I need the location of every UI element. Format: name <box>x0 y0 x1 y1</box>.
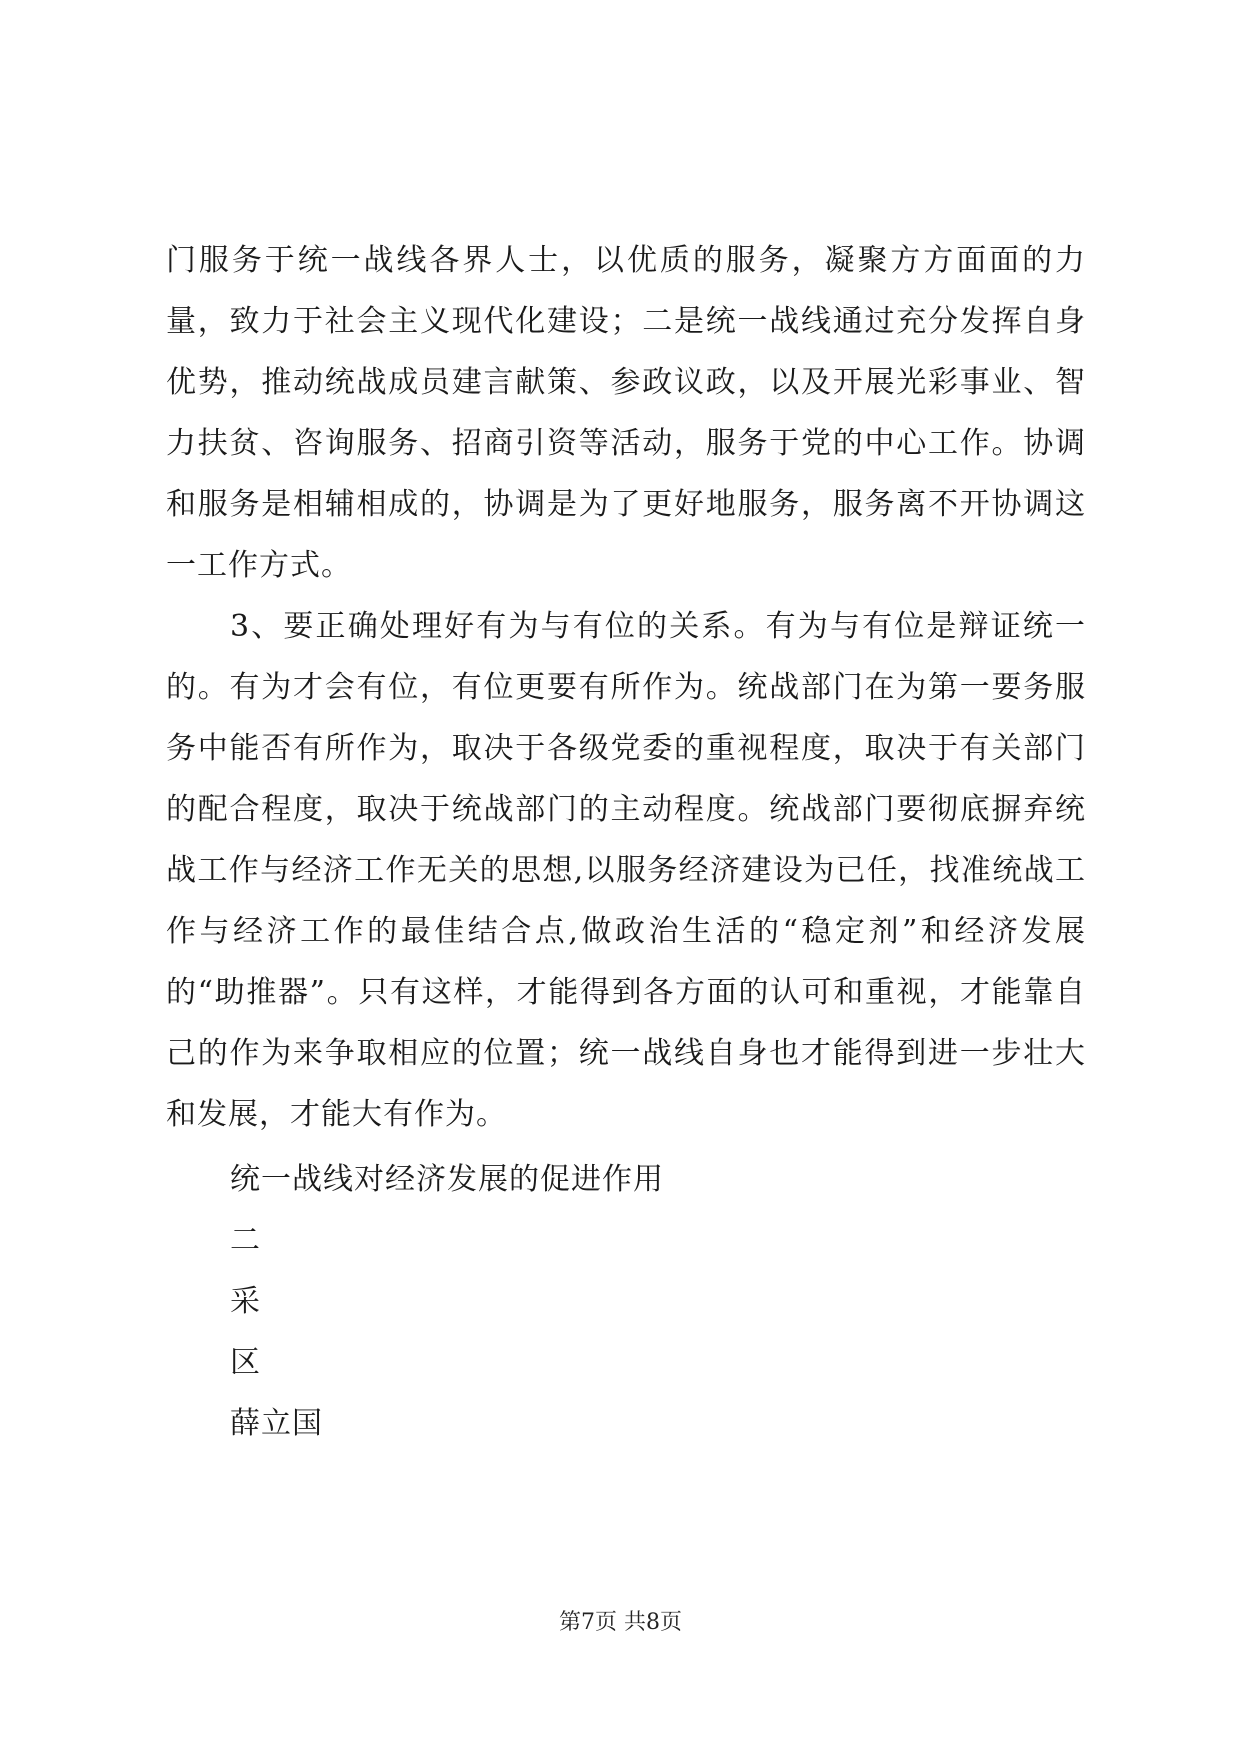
paragraph-point-3: 3、要正确处理好有为与有位的关系。有为与有位是辩证统一的。有为才会有位，有位更要有所作为。统战部门在为第一要务服务中能否有所作为，取决于各级党委的重视程度，取决于有关部门的配合程度，取决于统战部门的主动程度。统战部门要彻底摒弃统战工作与经济工作无关的思想,以服务经济建设为已任，找准统战工作与经济工作的最佳结合点,做政治生活的“稳定剂”和经济发展的“助推器”。只有这样，才能得到各方面的认可和重视，才能靠自己的作为来争取相应的位置；统一战线自身也才能得到进一步壮大和发展，才能大有作为。 <box>166 609 1086 1132</box>
author-name: 薛立国 <box>230 1406 323 1441</box>
document-body <box>166 230 1086 1454</box>
author-line-1: 二 <box>230 1223 261 1258</box>
author-line-2: 采 <box>230 1284 261 1319</box>
author-line-3: 区 <box>230 1345 261 1380</box>
page-number-footer: 第7页 共8页 <box>559 1610 682 1635</box>
paragraph-continued: 门服务于统一战线各界人士，以优质的服务，凝聚方方面面的力量，致力于社会主义现代化建设；二是统一战线通过充分发挥自身优势，推动统战成员建言献策、参政议政，以及开展光彩事业、智力扶贫、咨询服务、招商引资等活动，服务于党的中心工作。协调和服务是相辅相成的，协调是为了更好地服务，服务离不开协调这一工作方式。 <box>166 243 1086 583</box>
article-title: 统一战线对经济发展的促进作用 <box>230 1162 664 1197</box>
